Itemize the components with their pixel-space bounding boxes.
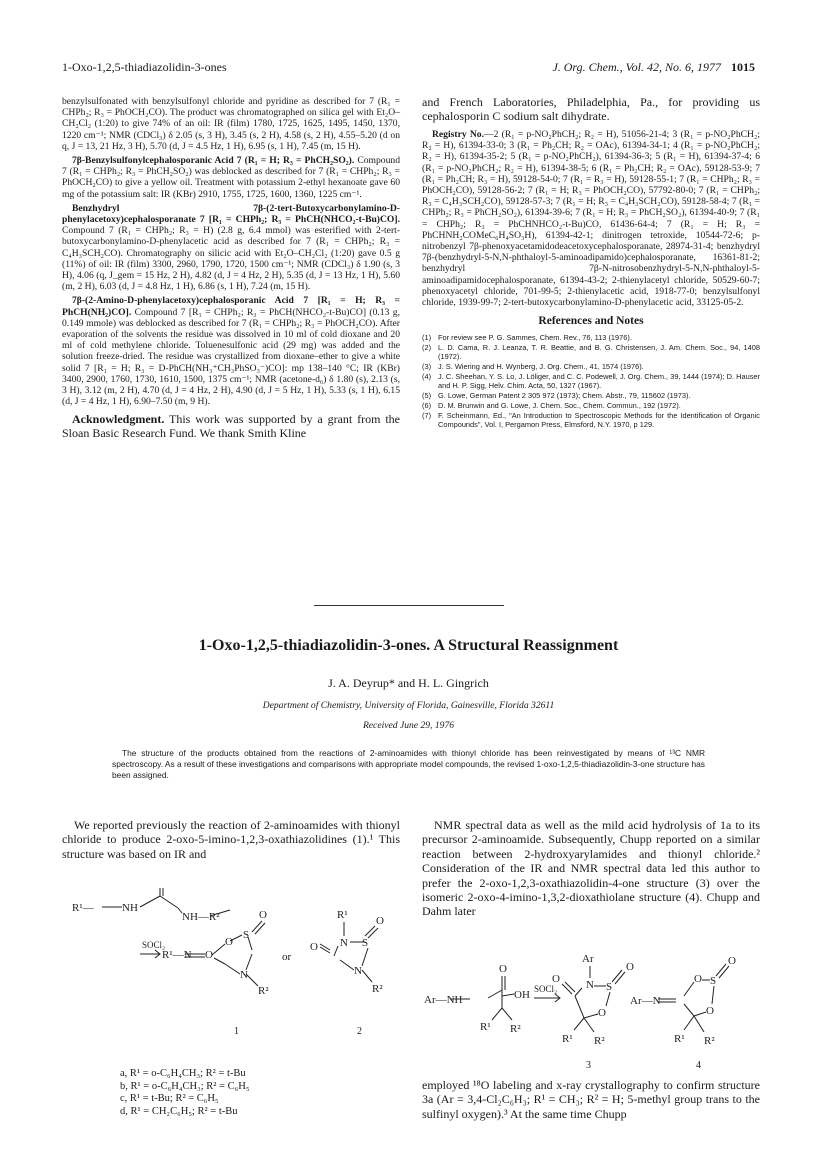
exp-text: Compound 7 [R₁ = CHPh₂; R₃ = PhCH(NHCO₂-t-Bu)CO] (0.13 g, 0.149 mmole) was deblocked as described for 7 (R₁ = CHPh₂; R₃ = PhOCH₂CO). After evaporation of the solvents the residue was dissolved in 10 ml of cold dioxane and 20 ml of cold methylene chloride. Toluenesulfonic acid (29 mg) was added and the solution freeze-dried. The residue was crystallized from dioxane–ether to give a white solid 7 [R₁ = H; R₃ = D-PhCH(NH₃⁺CH₃PhSO₃⁻)CO]: mp 138–140 °C; IR (KBr) 3400, 2900, 1760, 1730, 1610, 1500, 1375 cm⁻¹; NMR (acetone-d₆) δ 1.80 (s), 2.13 (s, 3 H), 3.12 (m, 2 H), 4.70 (d, J = 4 Hz, 2 H), 4.90 (d, J = 5 Hz, 1 H), 5.33 (s, 1 H), 6.15 (d, J = 4 Hz, 1 H), 6.90–7.50 (m, 9 H). xyxy=(62,306,400,408)
substituent-legend xyxy=(120,1068,250,1118)
reference-number: (4) xyxy=(422,372,432,382)
atom-label: Ar—N xyxy=(630,995,661,1007)
reference-number: (1) xyxy=(422,333,432,343)
compound-number-3: 3 xyxy=(586,1060,591,1071)
body-text-right-continued: employed ¹⁸O labeling and x-ray crystallography to confirm structure 3a (Ar = 3,4-Cl₂C₆H₃; R¹ = CH₃; R² = H; 5-methyl group trans to the sulfinyl oxygen).³ At the same time Chupp xyxy=(422,1078,760,1121)
atom-label: R¹ xyxy=(674,1033,685,1045)
right-column xyxy=(422,96,760,430)
reference-item xyxy=(422,391,760,400)
atom-label: O xyxy=(552,973,560,985)
legend-item: c, R¹ = t-Bu; R² = C₆H₅ xyxy=(120,1093,219,1104)
reagent-label: SOCl₂ xyxy=(534,984,558,994)
atom-label: N xyxy=(354,965,362,977)
compound-heading: 7β-(2-Amino-D-phenylacetoxy)cephalosporanic Acid 7 [R₁ = H; R₃ = PhCH(NH₂)CO]. xyxy=(62,295,400,318)
scheme-structures-3-4 xyxy=(422,948,762,1073)
atom-label: O xyxy=(694,973,702,985)
received-date: Received June 29, 1976 xyxy=(362,720,455,731)
compound-number-2: 2 xyxy=(357,1026,362,1037)
exp-paragraph-3 xyxy=(62,203,400,293)
atom-label: R¹ xyxy=(480,1021,491,1033)
reference-item xyxy=(422,362,760,371)
reference-item xyxy=(422,343,760,361)
atom-label: S xyxy=(710,975,717,987)
reference-number: (6) xyxy=(422,401,432,411)
compound-heading: Benzhydryl 7β-(2-tert-Butoxycarbonylamino-D-phenylacetoxy)cephalosporanate 7 [R₁ = CHPh₂; R₃ = PhCH(NHCO₂-t-Bu)CO]. xyxy=(62,202,400,226)
atom-label: R¹— xyxy=(72,902,94,914)
article-title: 1-Oxo-1,2,5-thiadiazolidin-3-ones. A Structural Reassignment xyxy=(198,637,619,654)
atom-label: S xyxy=(243,929,250,941)
atom-label: R¹—N xyxy=(162,949,192,961)
atom-label: O xyxy=(259,909,267,921)
article-divider xyxy=(314,605,504,606)
atom-label: R² xyxy=(510,1023,521,1035)
atom-label: R¹ xyxy=(337,909,348,921)
atom-label: O xyxy=(706,1005,714,1017)
atom-label: O xyxy=(225,936,233,948)
affiliation: Department of Chemistry, University of Florida, Gainesville, Florida 32611 xyxy=(262,700,555,711)
body-text-right: NMR spectral data as well as the mild acid hydrolysis of 1a to its precursor 2-aminoamide. Subsequently, Chupp reported on a similar reaction between 2-hydroxyarylamides and thionyl chloride.² Consideration of the IR and NMR spectral data led this author to prefer the 2-oxo-1,2,3-oxathiazolidin-4-one structure (3) over the isomeric 2-oxo-4-imino-1,3,2-dioxathiolane structure (4). Chupp and Dahm later xyxy=(422,818,760,919)
reference-item xyxy=(422,333,760,342)
atom-label: O xyxy=(205,949,213,961)
journal-name: J. Org. Chem., Vol. 42, No. 6, 1977 xyxy=(552,60,721,74)
exp-text: Compound 7 (R₁ = CHPh₂; R₃ = PhCH₂SO₂) was deblocked as described for 7 (R₁ = CHPh₂; R₃ = PhOCH₂CO) to give a yellow oil. Treatment with potassium 2-ethyl hexanoate gave 60 mg of the potassium salt: IR (KBr) 2910, 1755, 1725, 1600, 1360, 1225 cm⁻¹. xyxy=(62,155,400,200)
atom-label: O xyxy=(728,955,736,967)
atom-label: OH xyxy=(514,989,530,1001)
atom-label: NH xyxy=(122,902,138,914)
legend-item: a, R¹ = o-C₆H₄CH₃; R² = t-Bu xyxy=(120,1068,246,1079)
exp-text: Compound 7 (R₁ = CHPh₂; R₃ = H) (2.8 g, 6.4 mmol) was esterified with 2-tert-butoxycarbonylamino-D-phenylacetic acid as described for 7 (R₁ = CHPh₂; R₃ = C₄H₃SCH₂CO). Chromatography on silicic acid with Et₂O–CH₂Cl₂ (1:20) gave 0.5 g (11%) of oil: IR (film) 3300, 2960, 1790, 1720, 1500 cm⁻¹; NMR (CDCl₃) δ 1.90 (s, 3 H), 4.06 (q, J_gem = 15 Hz, 2 H), 4.82 (d, J = 4 Hz, 2 H), 5.35 (d, J = 13 Hz, 1 H), 5.60 (m, 2 H), 6.03 (d, J = 4.8 Hz, 1 H), 6.86 (s, 1 H), 7.24 (m, 15 H). xyxy=(62,225,400,293)
legend-item: d, R¹ = CH₂C₆H₅; R² = t-Bu xyxy=(120,1105,238,1117)
atom-label: N xyxy=(340,937,348,949)
reference-number: (7) xyxy=(422,411,432,421)
body-text-left: We reported previously the reaction of 2-aminoamides with thionyl chloride to produce 2-oxo-5-imino-1,2,3-oxathiazolidines (1).¹ This structure was based on IR and xyxy=(62,818,400,861)
compound-number-1: 1 xyxy=(234,1026,239,1037)
references-list xyxy=(422,333,760,429)
registry-numbers xyxy=(422,129,760,308)
reference-number: (2) xyxy=(422,343,432,353)
atom-label: R² xyxy=(372,983,383,995)
registry-text: —2 (R₁ = p-NO₂PhCH₂; R₂ = H), 51056-21-4; 3 (R₁ = p-NO₂PhCH₂; R₂ = H), 61394-33-0; 3 (R₁ = Ph₂CH; R₂ = OAc), 61394-34-1; 4 (R₁ = p-NO₂PhCH₂; R₂ = H), 61394-35-2; 5 (R₁ = p-NO₂PhCH₂), 61394-36-3; 5 (R₁ = H), 61394-37-4; 6 (R₁ = p-NO₂PhCH₂; R₂ = H), 61394-38-5; 6 (R₁ = Ph₂CH; R₂ = OAc), 59128-53-9; 7 (R₁ = Ph₂CH; R₃ = H), 59128-54-0; 7 (R₁ = R₃ = H), 59128-55-1; 7 (R₁ = CHPh₂; R₃ = PhOCH₂CO), 59128-56-2; 7 (R₁ = H; R₃ = PhOCH₂CO), 57792-80-0; 7 (R₁ = CHPh₂; R₃ = C₄H₃SCH₂CO), 59128-57-3; 7 (R₁ = H; R₃ = C₄H₃SCH₂CO), 59128-58-4; 7 (R₁ = CHPh₂; R₃ = PhCH₂SO₂), 61394-39-6; 7 (R₁ = H; R₃ = PhCH₂SO₂), 61394-40-9; 7 (R₁ = CHPh₂; R₃ = PhCHNHCO₂-t-Bu)CO, 61436-64-4; 7 (R₁ = H; R₃ = PhCHNH₂COMeC₆H₄SO₃H), 61394-42-1; dinitrogen tetroxide, 10544-72-6; p-nitrobenzyl 7β-phenoxyacetamidodeacetoxycephalosporanate, 28974-31-4; benzhydryl 7β-(benzhydryl-5-N,N-phthaloyl-5-aminoadipamido)cephalosporanate, 16361-81-2; benzhydryl 7β-N-nitrosobenzhydryl-5-N,N-phthaloyl-5-aminoadipamidocephalosporanate, 61394-43-2; 2-thienylacetyl chloride, 50529-60-7; phenoxyacetyl chloride, 701-99-5; 2-thienylacetic acid, 1918-77-0; benzylsulfonyl chloride, 1939-99-7; 2-tert-butoxycarbonylamino-D-phenylacetic acid, 33125-05-2. xyxy=(422,129,760,309)
abstract: The structure of the products obtained from the reactions of 2-aminoamides with thionyl chloride has been reinvestigated by means of ¹³C NMR spectroscopy. As a result of these investigations and comparisons with appropriate model compounds, the revised 1-oxo-1,2,5-thiadiazolidin-3-one structure has been assigned. xyxy=(112,748,705,780)
page-number: 1015 xyxy=(731,60,755,74)
reference-text: L. D. Cama, R. J. Leanza, T. R. Beattie, and B. G. Christensen, J. Am. Chem. Soc., 94, 1408 (1972). xyxy=(438,343,760,362)
atom-label: NH—R² xyxy=(182,911,220,923)
reference-item xyxy=(422,411,760,429)
reference-text: For review see P. G. Sammes, Chem. Rev., 76, 113 (1976). xyxy=(438,333,632,343)
reference-item xyxy=(422,372,760,390)
reagent-label: SOCl₂ xyxy=(142,940,166,950)
legend-item: b, R¹ = o-C₆H₄CH₃; R² = C₆H₅ xyxy=(120,1080,250,1092)
exp-paragraph-4 xyxy=(62,295,400,407)
scheme-structures-1-2 xyxy=(62,888,402,1063)
reference-number: (3) xyxy=(422,362,432,372)
reference-number: (5) xyxy=(422,391,432,401)
atom-label: O xyxy=(598,1007,606,1019)
atom-label: Ar—NH xyxy=(424,994,463,1006)
atom-label: N xyxy=(586,979,594,991)
atom-label: O xyxy=(626,961,634,973)
atom-label: O xyxy=(499,963,507,975)
atom-label: R² xyxy=(594,1035,605,1047)
reference-text: G. Lowe, German Patent 2 305 972 (1973); Chem. Abstr., 79, 115602 (1973). xyxy=(438,391,691,401)
atom-label: O xyxy=(310,941,318,953)
exp-paragraph-1: benzylsulfonated with benzylsulfonyl chloride and pyridine as described for 7 (R₁ = CHPh₂; R₃ = PhOCH₂CO). The product was chromatographed on silica gel with Et₂O–CH₂Cl₂ (1:20) to give 74% of an oil: IR (film) 1780, 1725, 1625, 1495, 1450, 1370, 1220 cm⁻¹; NMR (CDCl₃) δ 2.05 (s, 3 H), 3.45 (s, 2 H), 4.58 (s, 2 H), 4.55–5.20 (d on q, J = 13, 21 Hz, 3 H), 5.70 (d, J = 4.5 Hz, 1 H), 6.95 (s, 1 H), 7.45 (m, 15 H). xyxy=(62,96,400,152)
atom-label: O xyxy=(376,915,384,927)
atom-label: R² xyxy=(258,985,269,997)
reference-item xyxy=(422,401,760,410)
journal-citation xyxy=(552,60,755,75)
atom-label: N xyxy=(240,969,248,981)
atom-label: S xyxy=(606,981,613,993)
left-column xyxy=(62,96,400,440)
compound-number-4: 4 xyxy=(696,1060,701,1071)
ack-continued: and French Laboratories, Philadelphia, Pa., for providing us cephalosporin C sodium salt dihydrate. xyxy=(422,95,760,123)
reference-text: J. C. Sheehan, Y. S. Lo, J. Löliger, and C. C. Podewell, J. Org. Chem., 39, 1444 (1974); D. Hauser and H. P. Sigg, Helv. Chim. Acta, 50, 1327 (1967). xyxy=(438,372,760,391)
registry-heading: Registry No. xyxy=(432,129,484,140)
reference-text: F. Scheinmann, Ed., "An Introduction to Spectroscopic Methods for the Identification of Organic Compounds", Vol. I, Pergamon Press, Elmsford, N.Y. 1970, p 129. xyxy=(438,411,760,430)
compound-heading: 7β-Benzylsulfonylcephalosporanic Acid 7 (R₁ = H; R₃ = PhCH₂SO₂). xyxy=(72,155,355,167)
ack-text: This work was supported by a grant from the Sloan Basic Research Fund. We thank Smith Kline xyxy=(62,412,400,440)
running-title: 1-Oxo-1,2,5-thiadiazolidin-3-ones xyxy=(62,60,227,74)
reference-text: J. S. Wiering and H. Wynberg, J. Org. Chem., 41, 1574 (1976). xyxy=(438,362,644,372)
exp-paragraph-2 xyxy=(62,155,400,200)
reference-text: D. M. Brunwin and G. Lowe, J. Chem. Soc., Chem. Commun., 192 (1972). xyxy=(438,401,681,411)
ack-heading: Acknowledgment. xyxy=(72,412,165,427)
atom-label: R² xyxy=(704,1035,715,1047)
atom-label: Ar xyxy=(582,953,594,965)
atom-label: R¹ xyxy=(562,1033,573,1045)
authors: J. A. Deyrup* and H. L. Gingrich xyxy=(328,676,489,690)
acknowledgment xyxy=(62,413,400,440)
atom-label: S xyxy=(362,937,369,949)
references-heading: References and Notes xyxy=(538,315,644,328)
or-label: or xyxy=(282,951,292,963)
